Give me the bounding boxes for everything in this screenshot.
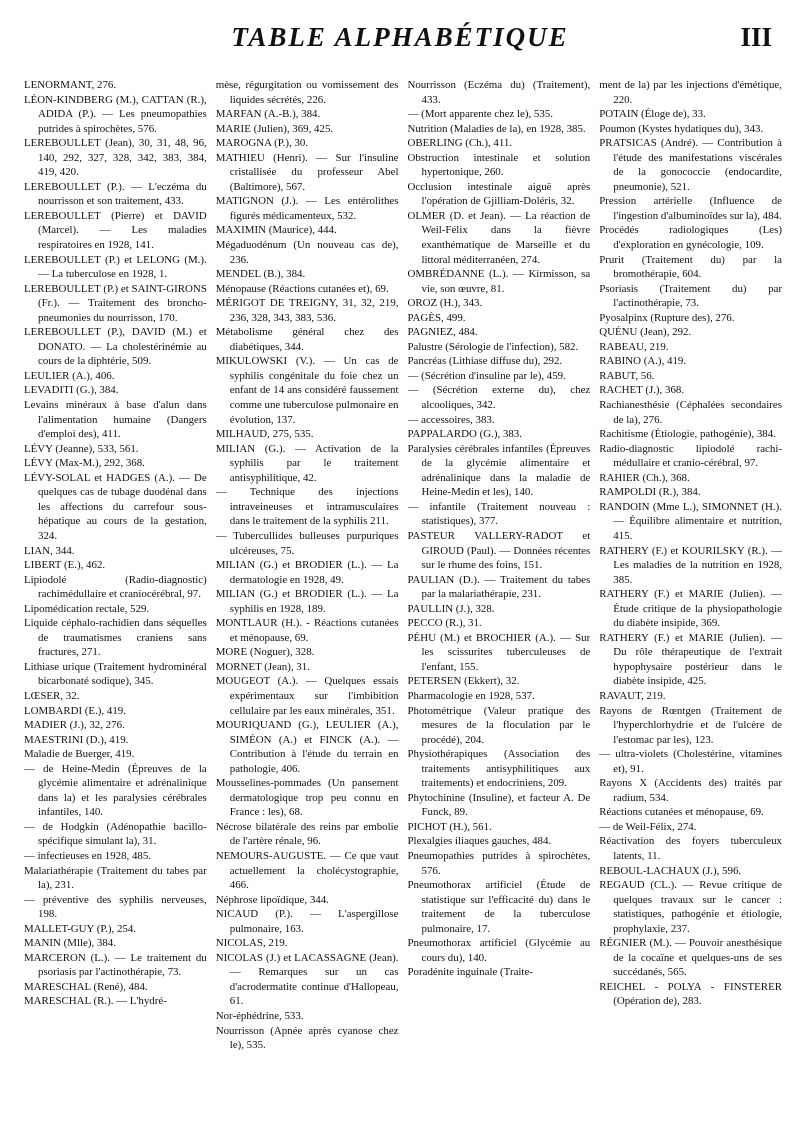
index-entry: — (Sécrétion externe du), chez alcooliques, 342.: [407, 384, 591, 412]
index-entry: PETERSEN (Ekkert), 32.: [407, 675, 520, 688]
index-entry: Pneumopathies putrides à spirochètes, 576.: [407, 849, 591, 877]
index-entry: RAVAUT, 219.: [599, 689, 666, 702]
index-entry: MÉRIGOT DE TREIGNY, 31, 32, 219, 236, 328, 343, 383, 536.: [215, 297, 399, 324]
index-entry: POTAIN (Éloge de), 33.: [599, 108, 706, 121]
index-entry: — de Hodgkin (Adénopathie bacillo-spécifique simulant la), 31.: [24, 820, 207, 848]
index-entry: — de Weil-Félix, 274.: [599, 820, 697, 833]
index-entry: Radio-diagnostic lipiodolé rachi-médullaire et cranio-cérébral, 97.: [599, 442, 782, 470]
index-entry: OMBRÉDANNE (L.). — Kirmisson, sa vie, son œuvre, 81.: [407, 268, 591, 295]
index-entry: RANDOIN (Mme L.), SIMONNET (H.). — Équilibre alimentaire et nutrition, 415.: [599, 500, 782, 542]
page-number: III: [740, 22, 772, 52]
index-entry: LEULIER (A.), 406.: [24, 369, 115, 382]
index-entry: Physiothérapiques (Association des traitements antisyphilitiques aux traitements) et endocriniens, 209.: [407, 748, 591, 790]
index-entry: OROZ (H.), 343.: [407, 297, 483, 310]
index-entry: PÉHU (M.) et BROCHIER (A.). — Sur les scissurites tuberculeuses de l'enfant, 155.: [407, 631, 591, 673]
index-entry: MAESTRINI (D.), 419.: [24, 733, 129, 746]
index-entry: Plexalgies iliaques gauches, 484.: [407, 835, 552, 848]
page-title: TABLE ALPHABÉTIQUE: [231, 22, 569, 52]
page-header: [0, 22, 800, 62]
index-entry: MATIGNON (J.). — Les entérolithes figurés médicamenteux, 532.: [215, 195, 399, 222]
index-entry: LÉVY-SOLAL et HADGES (A.). — De quelques cas de tubage duodénal dans les affections du carrefour sous-hépatique au cours de la gestation, 324.: [24, 471, 207, 542]
index-entry: LIBERT (E.), 462.: [24, 559, 106, 572]
index-column-1: [24, 78, 207, 1138]
index-entry: LEREBOULLET (Pierre) et DAVID (Marcel). — Les maladies respiratoires en 1928, 141.: [24, 209, 207, 252]
index-entry: LEREBOULLET (P.), DAVID (M.) et DONATO. — La cholestérinémie au cours de la diphtérie, 509.: [24, 326, 207, 368]
index-entry: OLMER (D. et Jean). — La réaction de Weil-Félix dans la fièvre exanthématique de Marseille et du littoral méditerranéen, 274.: [407, 209, 591, 266]
index-entry: MORNET (Jean), 31.: [215, 660, 310, 673]
index-entry: MAROGNA (P.), 30.: [215, 137, 309, 150]
index-entry: MANIN (Mlle), 384.: [24, 937, 116, 950]
index-column-4: [599, 78, 782, 1138]
index-entry: MOURIQUAND (G.), LEULIER (A.), SIMÉON (A.) et FINCK (A.). — Contribution à l'étude du terrain en pathologie, 406.: [215, 719, 399, 775]
index-entry: Réactions cutanées et ménopause, 69.: [599, 806, 764, 819]
index-entry: OBERLING (Ch.), 411.: [407, 137, 513, 150]
index-entry: LEREBOULLET (P.) et SAINT-GIRONS (Fr.). — Traitement des broncho-pneumonies du nourrisson, 170.: [24, 282, 207, 324]
index-entry: RÉGNIER (M.). — Pouvoir anesthésique de la cocaïne et quelques-uns de ses succédanés, 565.: [599, 937, 782, 979]
index-entry: MALLET-GUY (P.), 254.: [24, 922, 137, 935]
index-entry: PASTEUR VALLERY-RADOT et GIROUD (Paul). — Données récentes sur le rhume des foins, 151.: [407, 529, 591, 572]
index-entry: LÉON-KINDBERG (M.), CATTAN (R.), ADIDA (P.). — Les pneumopathies putrides à spirochètes, 576.: [24, 93, 207, 135]
index-entry: Nutrition (Maladies de la), en 1928, 385.: [407, 122, 586, 135]
index-entry: MILIAN (G.) et BRODIER (L.). — La dermatologie en 1928, 49.: [215, 559, 399, 586]
index-entry: — infantile (Traitement nouveau : statistiques), 377.: [407, 500, 591, 528]
index-entry: Rachitisme (Étiologie, pathogénie), 384.: [599, 428, 776, 441]
index-entry: MARESCHAL (R.). — L'hydré-: [24, 995, 167, 1008]
index-entry: PRATSICAS (André). — Contribution à l'étude des manifestations viscérales de la gonococcie (endocardite, pneumonie), 521.: [599, 137, 782, 193]
index-entry: MAXIMIN (Maurice), 444.: [215, 224, 337, 237]
index-entry: REICHEL - POLYA - FINSTERER (Opération de), 283.: [599, 980, 782, 1008]
index-entry: PAULIAN (D.). — Traitement du tabes par la malariathérapie, 231.: [407, 573, 591, 601]
index-entry: Levains minéraux à base d'alun dans l'alimentation humaine (Dangers d'emploi des), 411.: [24, 399, 207, 441]
index-entry: LŒSER, 32.: [24, 689, 80, 702]
index-entry: MARESCHAL (René), 484.: [24, 980, 148, 993]
index-entry: Psoriasis (Traitement du) par l'actinothérapie, 73.: [599, 282, 782, 310]
index-entry: NICOLAS (J.) et LACASSAGNE (Jean). — Remarques sur un cas d'acrodermatite continue d'Hallopeau, 61.: [215, 951, 399, 1008]
index-entry: REGAUD (CL.). — Revue critique de quelques travaux sur le cancer : statistiques, pathogénie et étiologie, prophylaxie, 237.: [599, 879, 782, 935]
index-entry: RATHERY (F.) et KOURILSKY (R.). — Les maladies de la nutrition en 1928, 385.: [599, 544, 782, 586]
index-entry: — (Sécrétion d'insuline par le), 459.: [407, 369, 566, 382]
index-entry: Nourrisson (Eczéma du) (Traitement), 433.: [407, 79, 591, 106]
index-entry: Rayons de Rœntgen (Traitement de l'hyperchlorhydrie et de l'ulcère de l'estomac par les), 123.: [599, 704, 782, 746]
index-entry: LEVADITI (G.), 384.: [24, 384, 119, 397]
index-entry: Mousselines-pommades (Un pansement dermatologique trop peu connu en France : les), 68.: [215, 777, 399, 819]
index-entry: PAGNIEZ, 484.: [407, 326, 478, 339]
index-entry: Maladie de Buerger, 419.: [24, 748, 135, 761]
index-entry: Poradénite inguinale (Traite-: [407, 966, 533, 979]
index-entry: Rayons X (Accidents des) traités par radium, 534.: [599, 777, 782, 804]
index-entry: Pancréas (Lithiase diffuse du), 292.: [407, 355, 563, 368]
index-entry: mèse, régurgitation ou vomissement des liquides sécrétés, 226.: [215, 79, 399, 106]
index-entry: NICAUD (P.). — L'aspergillose pulmonaire, 163.: [215, 908, 399, 935]
index-entry: MIKULOWSKI (V.). — Un cas de syphilis congénitale du foie chez un enfant de 14 ans considéré faussement comme une tuberculose pulmonaire en évolution, 137.: [215, 355, 399, 426]
index-entry: Rachianesthésie (Céphalées secondaires de la), 276.: [599, 399, 782, 426]
index-entry: — ultra-violets (Cholestérine, vitamines et), 91.: [599, 748, 782, 775]
index-entry: MONTLAUR (H.). - Réactions cutanées et ménopause, 69.: [215, 617, 399, 644]
index-entry: Pharmacologie en 1928, 537.: [407, 689, 535, 702]
index-entry: LÉVY (Jeanne), 533, 561.: [24, 442, 139, 455]
index-entry: Lipiodolé (Radio-diagnostic) rachimédullaire et craniocérébral, 97.: [24, 573, 207, 601]
index-entry: Mégaduodénum (Un nouveau cas de), 236.: [215, 239, 399, 266]
index-entry: Malariathérapie (Traitement du tabes par la), 231.: [24, 864, 207, 892]
index-entry: RATHERY (F.) et MARIE (Julien). — Étude critique de la physiopathologie du diabète insipide, 369.: [599, 588, 782, 630]
index-entry: — préventive des syphilis nerveuses, 198.: [24, 893, 207, 921]
index-entry: — accessoires, 383.: [407, 413, 495, 426]
index-entry: MARCERON (L.). — Le traitement du psoriasis par l'actinothérapie, 73.: [24, 951, 207, 979]
index-columns: [24, 78, 782, 1138]
index-entry: LEREBOULLET (Jean), 30, 31, 48, 96, 140, 292, 327, 328, 342, 383, 384, 419, 420.: [24, 137, 207, 179]
index-entry: Lipomédication rectale, 529.: [24, 602, 150, 615]
index-entry: MARFAN (A.-B.), 384.: [215, 108, 321, 121]
index-entry: LÉVY (Max-M.), 292, 368.: [24, 457, 145, 470]
index-entry: RABINO (A.), 419.: [599, 355, 687, 368]
index-entry: PICHOT (H.), 561.: [407, 820, 492, 833]
index-entry: PECCO (R.), 31.: [407, 617, 482, 630]
index-entry: Métabolisme général chez des diabétiques, 344.: [215, 326, 399, 353]
index-entry: Liquide céphalo-rachidien dans séquelles de traumatismes craniens sans fractures, 271.: [24, 617, 207, 659]
index-entry: — de Heine-Medin (Épreuves de la glycémie alimentaire et adrénalinique dans la) et les paralysies cérébrales infantiles, 140.: [24, 762, 207, 819]
index-entry: Palustre (Sérologie de l'infection), 582.: [407, 340, 579, 353]
index-entry: Pyosalpinx (Rupture des), 276.: [599, 311, 735, 324]
index-entry: Pneumothorax artificiel (Étude de statistique sur l'efficacité du) dans le traitement de la tuberculose pulmonaire, 17.: [407, 879, 591, 935]
index-entry: RABUT, 56.: [599, 369, 655, 382]
index-entry: Néphrose lipoïdique, 344.: [215, 893, 329, 906]
index-entry: MORE (Noguer), 328.: [215, 646, 315, 659]
index-column-3: [408, 78, 591, 1138]
index-entry: NEMOURS-AUGUSTE. — Ce que vaut actuellement la cholécystographie, 466.: [215, 849, 399, 892]
index-entry: PAULLIN (J.), 328.: [407, 602, 495, 615]
index-entry: MARIE (Julien), 369, 425.: [215, 122, 334, 135]
index-entry: Obstruction intestinale et solution hypertonique, 260.: [407, 151, 591, 179]
index-entry: Ménopause (Réactions cutanées et), 69.: [215, 282, 389, 295]
index-entry: MATHIEU (Henri). — Sur l'insuline cristallisée du professeur Abel (Baltimore), 567.: [215, 151, 399, 193]
index-entry: REBOUL-LACHAUX (J.), 596.: [599, 864, 742, 877]
index-entry: Nourrisson (Apnée après cyanose chez le), 535.: [215, 1024, 399, 1052]
index-entry: RAMPOLDI (R.), 384.: [599, 486, 701, 499]
index-entry: Phytochinine (Insuline), et facteur A. De Funck, 89.: [407, 791, 591, 819]
index-entry: LEREBOULLET (P.) et LELONG (M.). — La tuberculose en 1928, 1.: [24, 253, 207, 281]
index-entry: LEREBOULLET (P.). — L'eczéma du nourrisson et son traitement, 433.: [24, 180, 207, 208]
index-entry: — Technique des injections intraveineuses et intramusculaires dans le traitement de la syphilis 211.: [215, 486, 399, 528]
index-entry: RATHERY (F.) et MARIE (Julien). — Du rôle thérapeutique de l'extrait hypophysaire postérieur dans le diabète insipide, 425.: [599, 631, 782, 688]
index-entry: QUÉNU (Jean), 292.: [599, 326, 692, 339]
index-entry: LENORMANT, 276.: [24, 79, 117, 91]
index-entry: Pneumothorax artificiel (Glycémie au cours du), 140.: [407, 937, 591, 964]
index-entry: Lithiase urique (Traitement hydrominéral bicarbonaté sodique), 345.: [24, 660, 207, 688]
index-entry: MADIER (J.), 32, 276.: [24, 719, 125, 732]
index-entry: Nor-éphédrine, 533.: [215, 1010, 304, 1022]
index-entry: PAGÈS, 499.: [407, 311, 466, 324]
index-entry: MILHAUD, 275, 535.: [215, 428, 314, 441]
index-entry: LIAN, 344.: [24, 544, 75, 557]
index-entry: Prurit (Traitement du) par la bromothérapie, 604.: [599, 253, 782, 281]
index-entry: Occlusion intestinale aiguë après l'opération de Gjilliam-Doléris, 32.: [407, 180, 591, 208]
index-entry: Paralysies cérébrales infantiles (Épreuves de la glycémie alimentaire et adrénalinique dans la maladie de Heine-Medin et les), 140.: [407, 442, 591, 499]
index-entry: — (Mort apparente chez le), 535.: [407, 108, 553, 121]
index-entry: RABEAU, 219.: [599, 340, 669, 353]
index-entry: MILIAN (G.) et BRODIER (L.). — La syphilis en 1928, 189.: [215, 588, 399, 615]
index-entry: LOMBARDI (E.), 419.: [24, 704, 126, 717]
index-entry: Procédés radiologiques (Les) d'exploration en gynécologie, 109.: [599, 224, 782, 252]
index-entry: — infectieuses en 1928, 485.: [24, 849, 152, 862]
index-entry: MENDEL (B.), 384.: [215, 268, 306, 281]
index-entry: Nécrose bilatérale des reins par embolie de l'artère rénale, 96.: [215, 820, 399, 848]
index-entry: Réactivation des foyers tuberculeux latents, 11.: [599, 835, 782, 862]
index-entry: PAPPALARDO (G.), 383.: [407, 428, 522, 441]
index-entry: ment de la) par les injections d'émétique, 220.: [599, 79, 782, 106]
index-entry: MILIAN (G.). — Activation de la syphilis par le traitement antisyphilitique, 42.: [215, 442, 399, 484]
index-entry: MOUGEOT (A.). — Quelques essais expérimentaux sur l'imbibition cellulaire par les eaux minérales, 351.: [215, 675, 399, 717]
index-entry: RACHET (J.), 368.: [599, 384, 685, 397]
index-entry: — Tubercullides bulleuses purpuriques ulcéreuses, 75.: [215, 529, 399, 557]
index-entry: RAHIER (Ch.), 368.: [599, 471, 690, 484]
index-entry: Pression artérielle (Influence de l'ingestion d'albuminoïdes sur la), 484.: [599, 195, 782, 222]
index-entry: NICOLAS, 219.: [215, 937, 288, 950]
index-column-2: [216, 78, 399, 1138]
index-entry: Poumon (Kystes hydatiques du), 343.: [599, 122, 764, 135]
index-entry: Photométrique (Valeur pratique des mesures de la floculation par le procédé), 204.: [407, 704, 591, 746]
